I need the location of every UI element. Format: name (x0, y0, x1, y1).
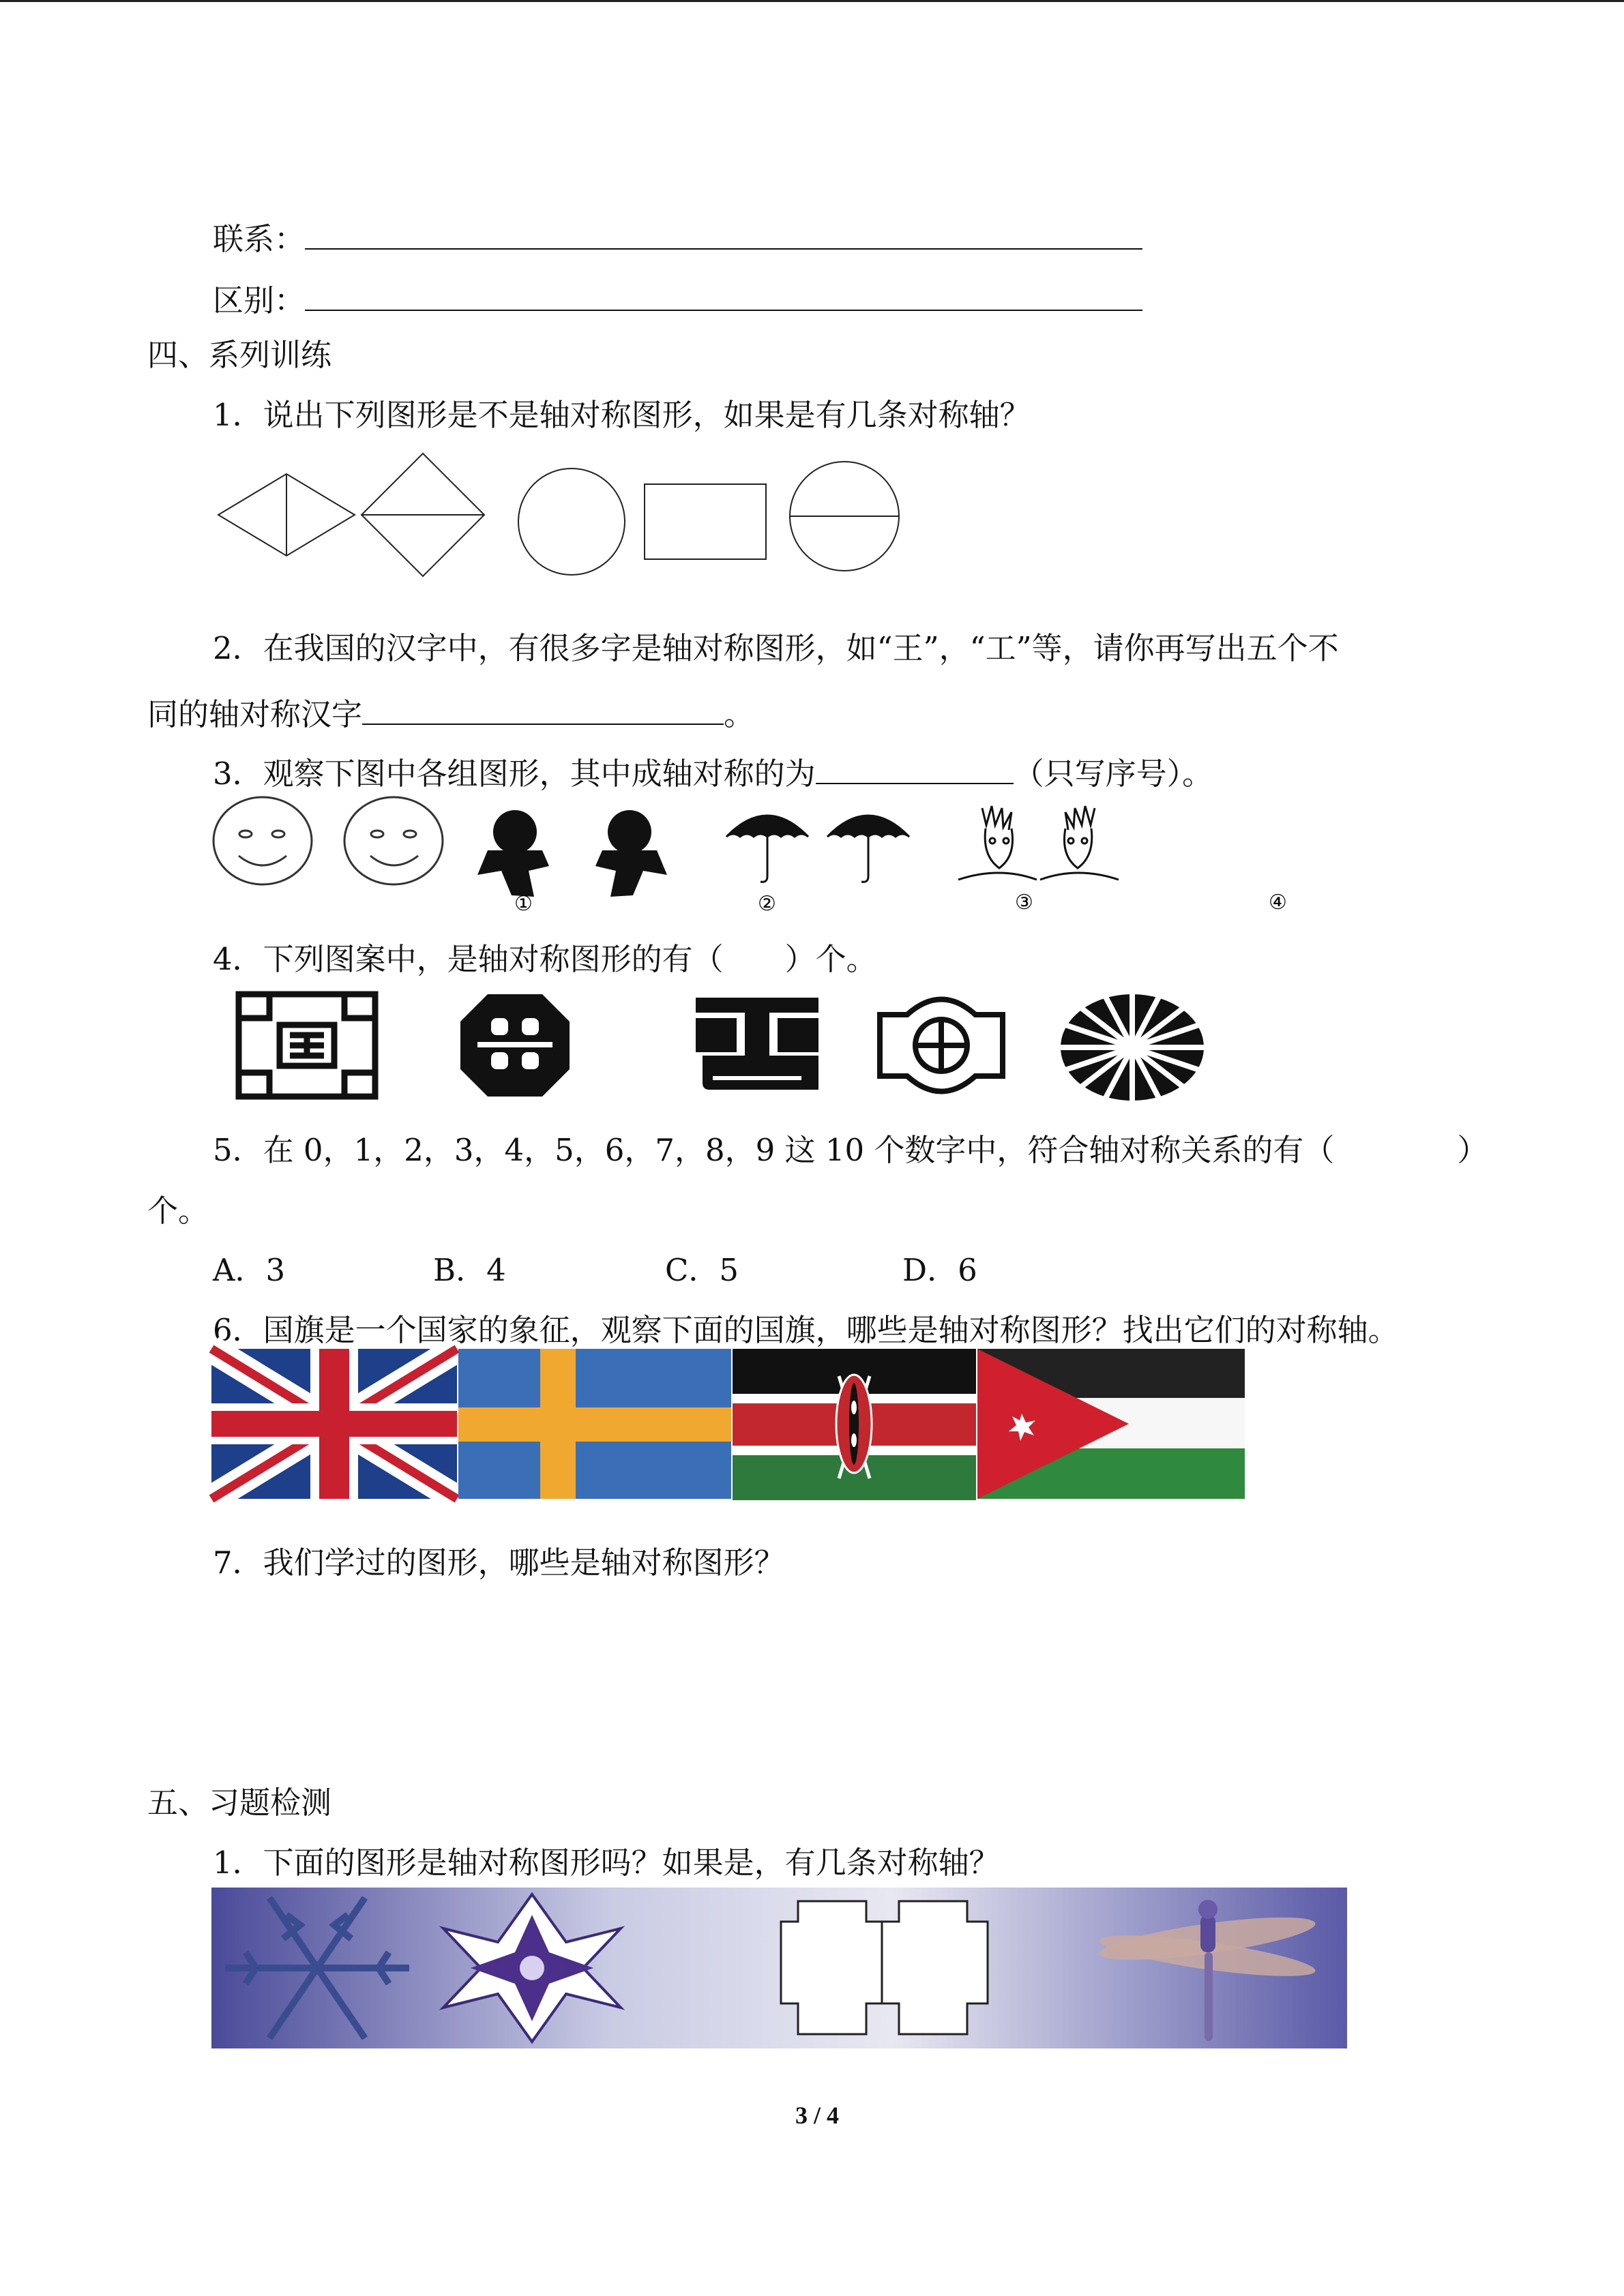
q4-1-text: 1．说出下列图形是不是轴对称图形，如果是有几条对称轴？ (213, 397, 1031, 433)
pair-figures (208, 794, 1287, 917)
patterns-figure (232, 987, 1214, 1103)
q4-2-blank[interactable] (362, 694, 724, 725)
q4-4-text: 4．下列图案中，是轴对称图形的有（ ）个。 (213, 941, 877, 977)
jordan-flag-icon (977, 1349, 1245, 1499)
q4-5-option-d: D．6 (902, 1252, 977, 1288)
q4-3-suffix: （只写序号）。 (1013, 756, 1213, 792)
page-number: 3 / 4 (795, 2102, 840, 2129)
q5-1-text: 1．下面的图形是轴对称图形吗？如果是，有几条对称轴？ (213, 1845, 1000, 1881)
q4-2-line2 (147, 694, 754, 730)
q4-3-prefix: 3．观察下图中各组图形，其中成轴对称的为 (213, 756, 816, 792)
page-top-border (0, 0, 1624, 2)
fret-pattern-icon (239, 994, 375, 1097)
q4-3-blank[interactable] (816, 753, 1014, 784)
uk-flag-icon (211, 1349, 457, 1499)
lianxi-line (213, 218, 1142, 257)
symmetry-check-figure (211, 1888, 1347, 2048)
pair-label-4: ④ (1269, 891, 1287, 914)
snow-character-icon (696, 998, 818, 1090)
qubie-label: 区别： (213, 282, 306, 318)
rhombus-shape (218, 474, 355, 556)
lianxi-label: 联系： (213, 221, 306, 257)
octagon-knot-icon (460, 994, 570, 1097)
basic-shapes-figure (211, 447, 907, 583)
scarf-figures-icon (477, 810, 667, 897)
q4-2-line1: 2．在我国的汉字中，有很多字是轴对称图形，如“王”，“工”等，请你再写出五个不 (213, 630, 1339, 666)
q4-7-text: 7．我们学过的图形，哪些是轴对称图形？ (213, 1545, 785, 1581)
spiky-hair-faces-icon (958, 806, 1119, 880)
q4-5-line2: 个。 (147, 1193, 209, 1229)
q4-5-option-b: B．4 (433, 1252, 506, 1288)
circle-diameter-shape (790, 462, 899, 571)
sweden-flag-icon (458, 1349, 731, 1499)
q4-6-text: 6．国旗是一个国家的象征，观察下面的国旗，哪些是轴对称图形？找出它们的对称轴。 (213, 1312, 1399, 1348)
pair-label-1: ① (514, 892, 533, 916)
square-diamond-shape (361, 453, 484, 576)
rectangle-shape (645, 484, 766, 559)
qubie-blank[interactable] (305, 280, 1142, 311)
q4-3-line (213, 753, 1213, 792)
section4-heading: 四、系列训练 (147, 337, 332, 373)
lianxi-blank[interactable] (305, 218, 1142, 250)
q4-2-prefix: 同的轴对称汉字 (147, 696, 363, 732)
kenya-flag-icon (733, 1349, 976, 1500)
qubie-line (213, 280, 1142, 316)
smiley-faces-icon (213, 797, 443, 884)
circle-shape (518, 468, 625, 575)
q4-5-option-a: A．3 (213, 1252, 286, 1288)
umbrellas-icon (726, 816, 909, 882)
q4-5-option-c: C．5 (665, 1252, 739, 1288)
q4-5-line1: 5．在 0，1，2，3，4，5，6，7，8，9 这 10 个数字中，符合轴对称关系的有（ ） (213, 1132, 1488, 1168)
pair-label-3: ③ (1015, 891, 1033, 914)
circle-cross-icon (880, 1000, 1003, 1092)
sunburst-icon (1061, 994, 1204, 1101)
pair-label-2: ② (758, 892, 776, 916)
section5-heading: 五、习题检测 (147, 1785, 332, 1821)
q4-2-suffix: 。 (724, 696, 755, 732)
flags-figure (211, 1349, 1245, 1500)
